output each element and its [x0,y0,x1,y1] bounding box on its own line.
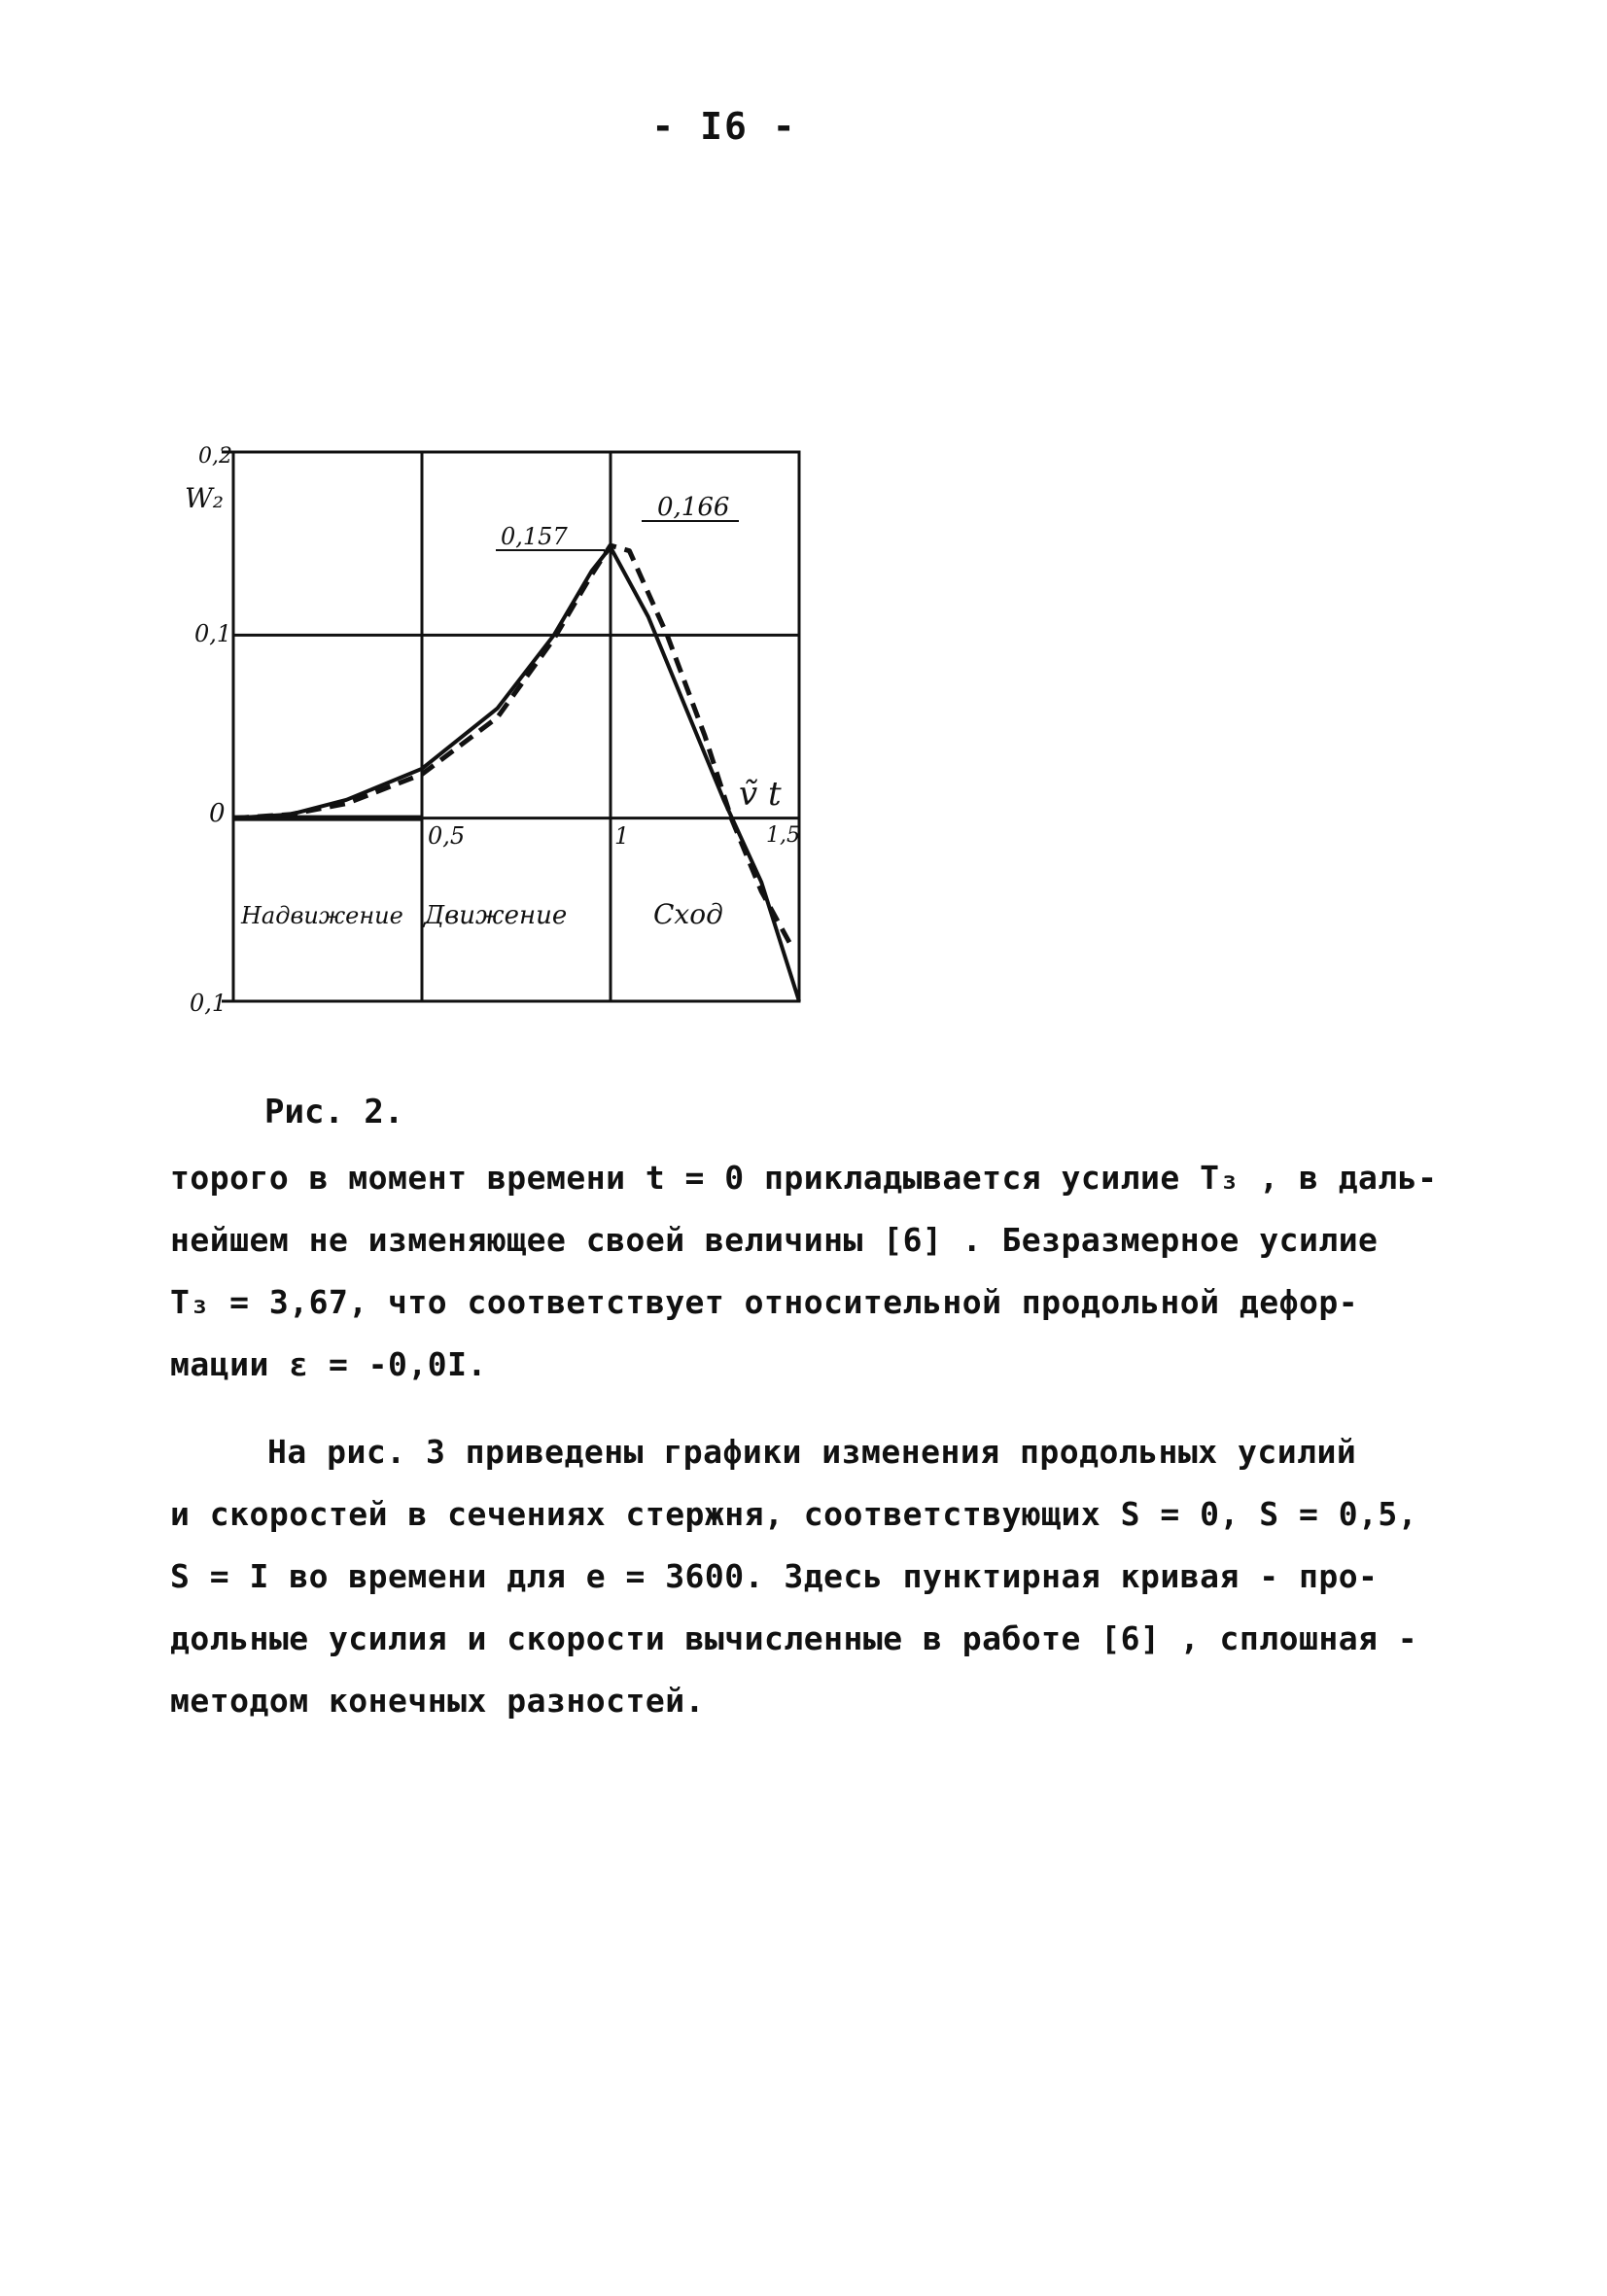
x-tick-label: 0,5 [428,822,466,850]
y-axis-label: W₂ [185,482,225,514]
phase-label-nadvizhenie: Надвижение [241,902,403,929]
annotation-point-label: ṽ t [739,775,782,814]
y-tick-label: 0 [209,799,226,828]
annotation-solid-peak: 0,157 [501,523,568,550]
text-line: торого в момент времени t = 0 прикладывается усилие T₃ , в даль- [170,1159,1438,1197]
annotation-dashed-peak: 0,166 [657,493,730,522]
y-tick-label: 0,1 [190,990,227,1017]
text-line: мации ε = -0,0I. [170,1345,487,1383]
text-line: T₃ = 3,67, что соответствует относительной продольной дефор- [170,1283,1359,1321]
text-line: нейшем не изменяющее своей величины [6] . Безразмерное усилие [170,1221,1379,1259]
paragraph-1 [170,1147,1453,1396]
dashed-curve [233,545,791,946]
paragraph-2 [170,1421,1453,1732]
solid-curve [233,547,799,1001]
x-tick-label: 1,5 [766,823,800,848]
figure-caption: Рис. 2. [264,1093,404,1131]
text-line: На рис. 3 приведены графики изменения продольных усилий [267,1433,1357,1471]
text-line: S = I во времени для e = 3600. Здесь пунктирная кривая - про- [170,1557,1379,1595]
page-number: - I6 - [651,105,797,148]
phase-label-dvizhenie: Движение [424,901,568,930]
figure-2-chart [0,0,1607,1079]
text-line: и скоростей в сечениях стержня, соответствующих S = 0, S = 0,5, [170,1495,1418,1533]
x-tick-label: 1 [614,822,630,850]
y-tick-label: 0,1 [194,620,232,647]
y-tick-label-top: 0,2 [198,444,232,469]
text-line: методом конечных разностей. [170,1682,705,1720]
text-line: дольные усилия и скорости вычисленные в работе [6] , сплошная - [170,1619,1418,1657]
phase-label-skhod: Сход [653,898,723,930]
